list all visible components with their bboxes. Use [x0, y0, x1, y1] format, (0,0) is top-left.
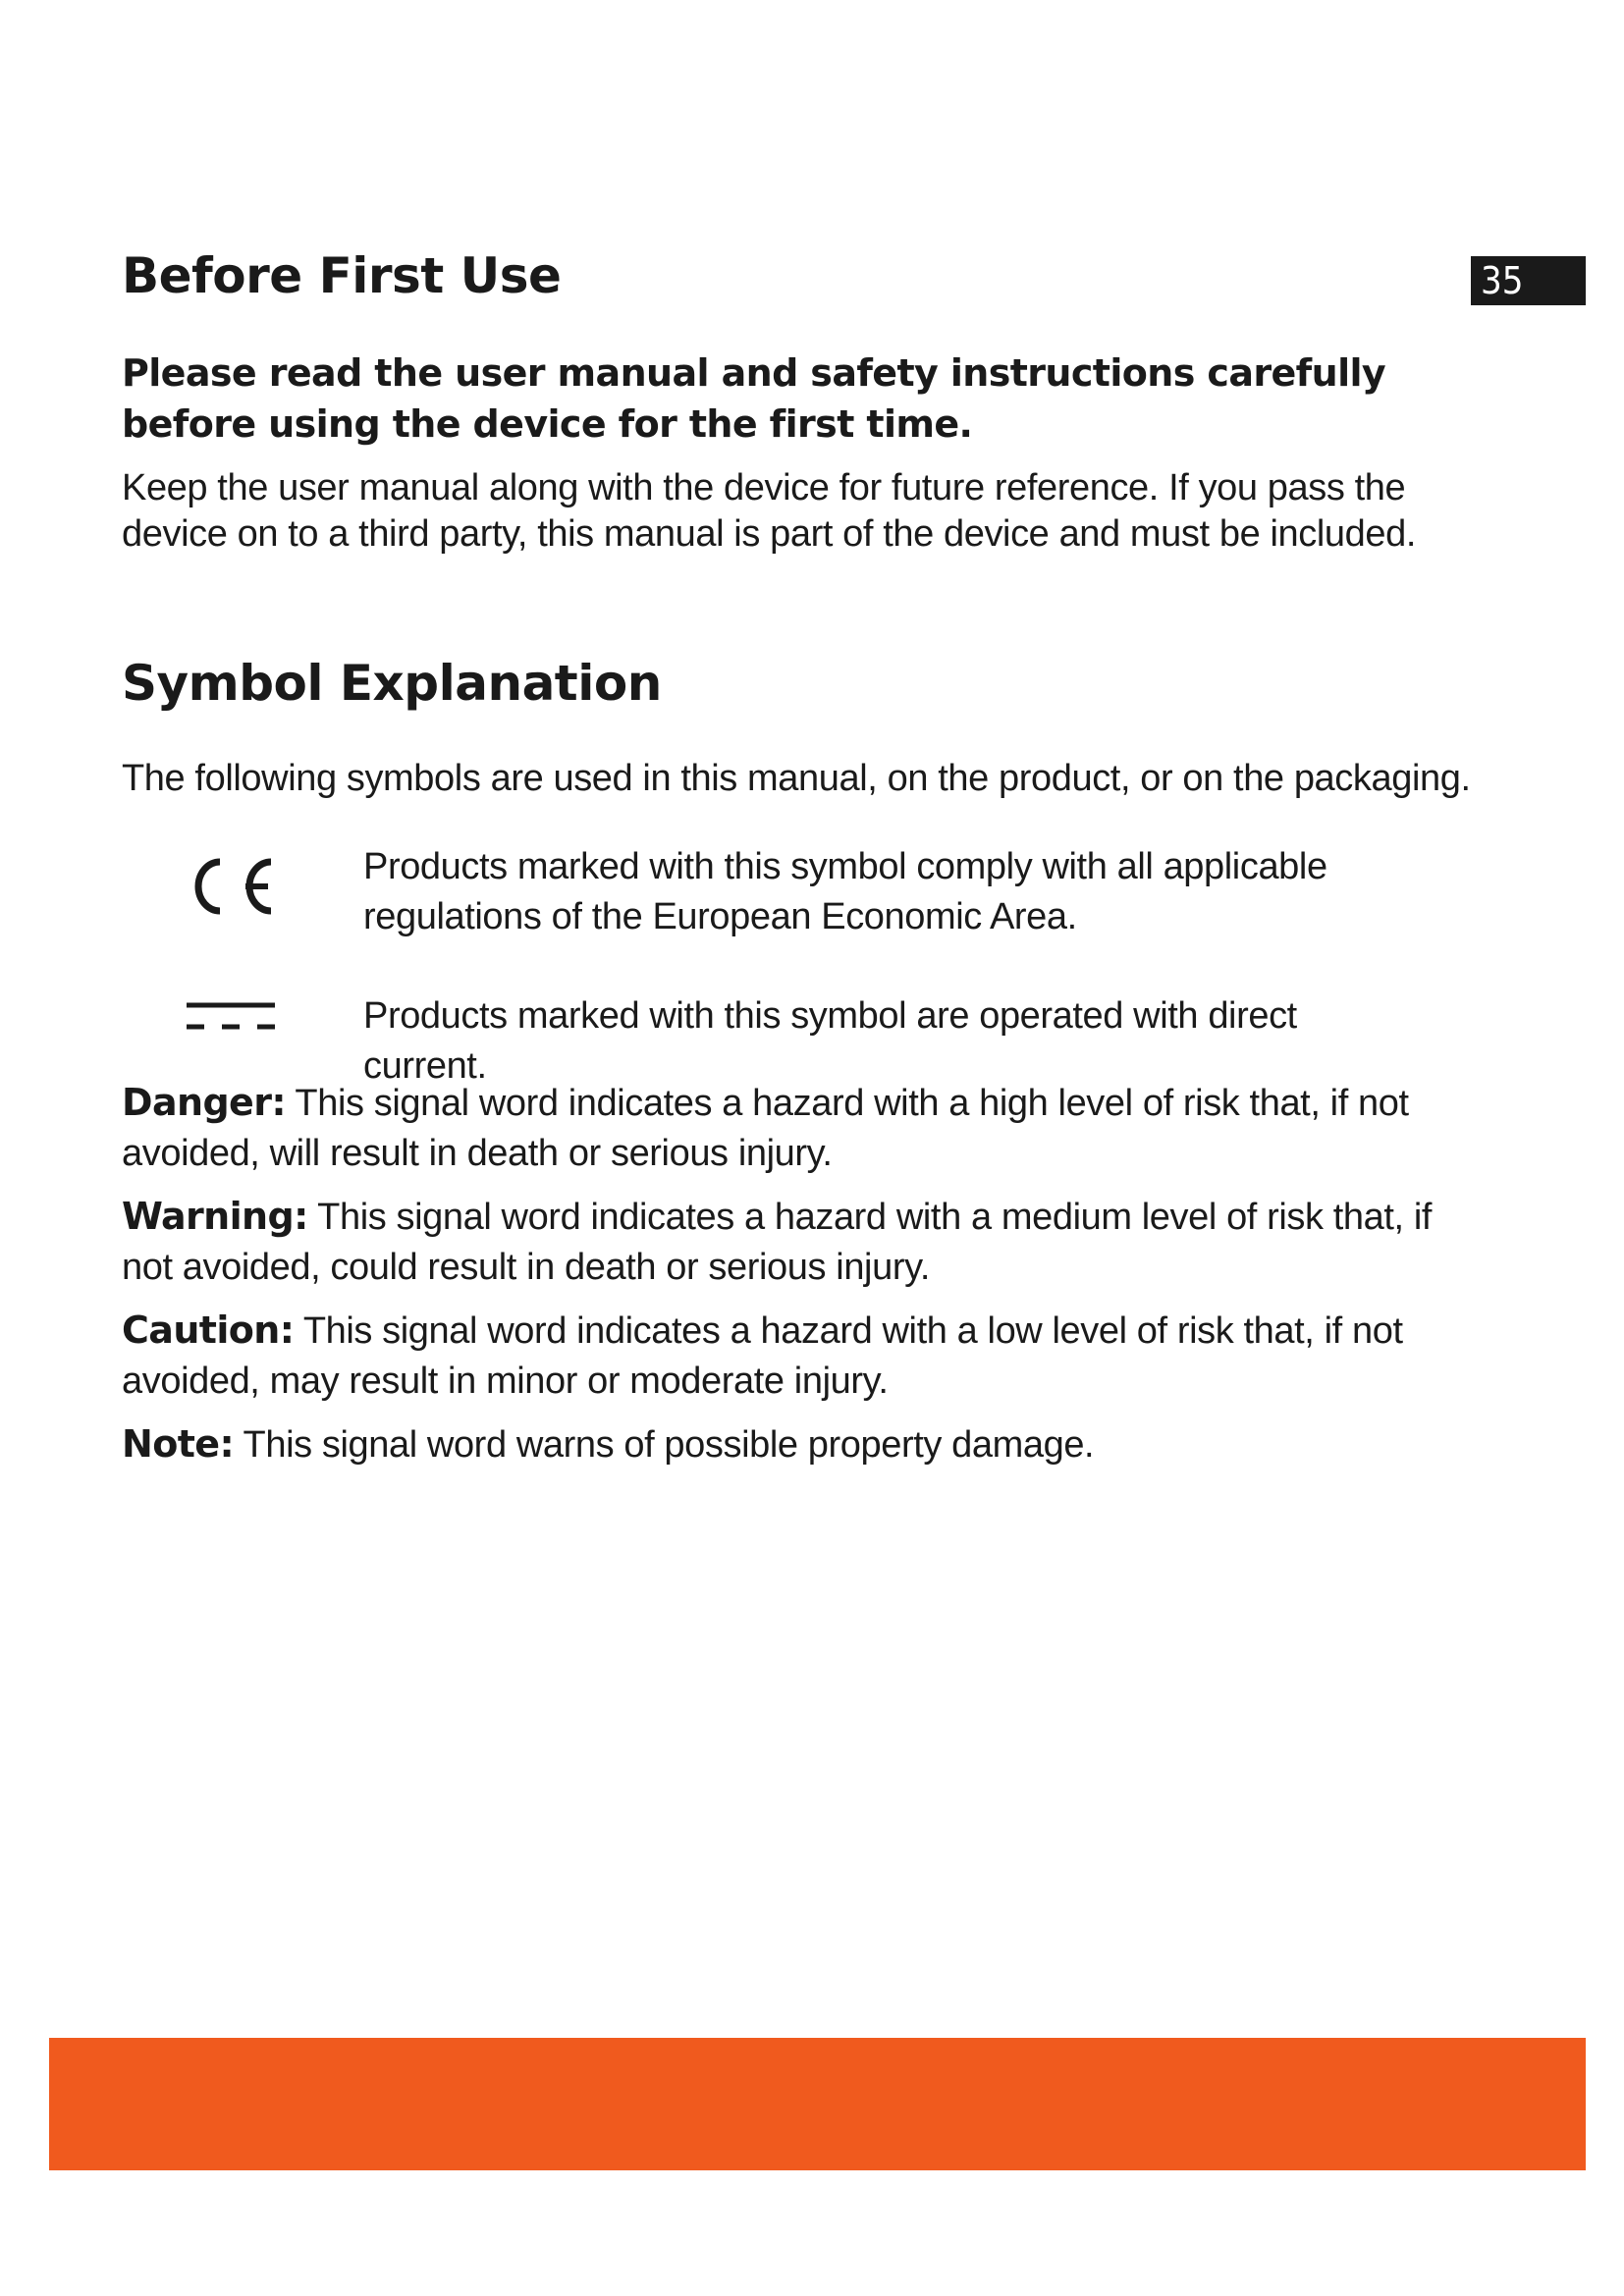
section-title-symbol-explanation: Symbol Explanation [122, 655, 662, 712]
ce-mark-icon [181, 842, 289, 935]
signal-term: Danger: [122, 1081, 286, 1124]
symbol-row-ce [122, 842, 1457, 950]
signal-note [122, 1419, 1457, 1470]
symbol-description: Products marked with this symbol are operated with direct current. [363, 995, 1297, 1087]
signal-warning [122, 1192, 1457, 1293]
signal-term: Warning: [122, 1195, 308, 1238]
signal-danger [122, 1078, 1457, 1179]
signal-text: This signal word indicates a hazard with a medium level of risk that, if not avoided, could result in death or serious injury. [122, 1197, 1433, 1288]
signal-words [122, 1078, 1457, 1483]
signal-text: This signal word indicates a hazard with a low level of risk that, if not avoided, may result in minor or moderate injury. [122, 1310, 1403, 1402]
symbols-intro-text: The following symbols are used in this manual, on the product, or on the packaging. [122, 758, 1471, 799]
safety-notice: Please read the user manual and safety instructions carefully before using the device for the first time. [122, 351, 1386, 446]
direct-current-icon [181, 991, 289, 1045]
symbol-row-dc [122, 991, 1457, 1087]
page-number: 35 [1471, 256, 1586, 305]
manual-keep-text: Keep the user manual along with the device for future reference. If you pass the device on to a third party, this manual is part of the device and must be included. [122, 467, 1416, 555]
signal-caution [122, 1306, 1457, 1407]
signal-text: This signal word indicates a hazard with a high level of risk that, if not avoided, will result in death or serious injury. [122, 1083, 1409, 1174]
signal-text: This signal word warns of possible property damage. [234, 1424, 1095, 1466]
symbol-description: Products marked with this symbol comply with all applicable regulations of the European Economic Area. [363, 846, 1327, 937]
section-title-before-first-use: Before First Use [122, 247, 562, 304]
signal-term: Caution: [122, 1308, 295, 1352]
footer-accent-band [49, 2038, 1586, 2170]
signal-term: Note: [122, 1422, 235, 1466]
